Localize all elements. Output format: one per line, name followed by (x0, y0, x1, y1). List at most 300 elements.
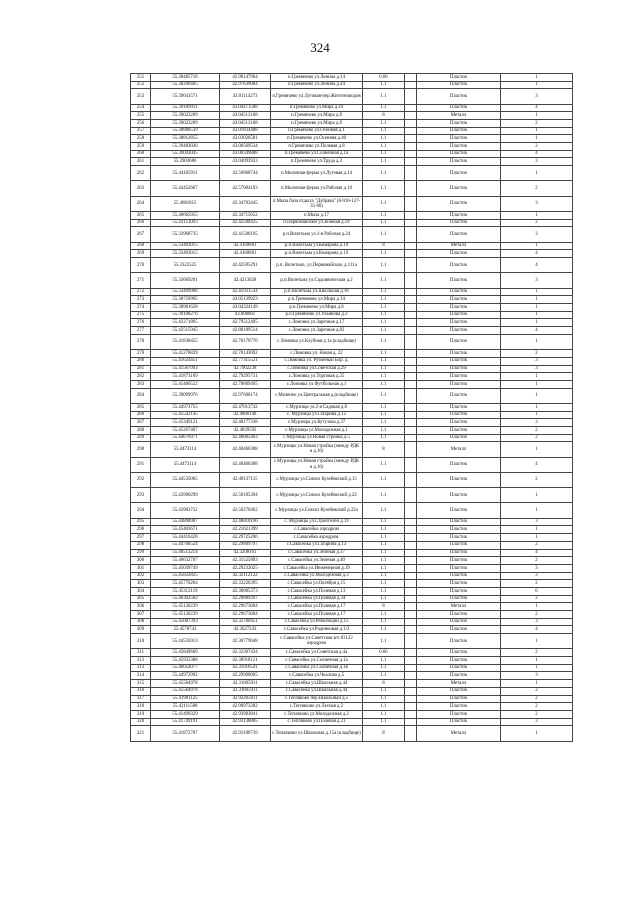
blank-cell (405, 580, 417, 588)
volume-cell: 1.1 (363, 357, 405, 365)
latitude-cell: 55.38759995 (151, 296, 220, 304)
latitude-cell: 55.46513214 (151, 549, 220, 557)
address-cell: р.п.Гремячево ул.Мира д.8 (271, 304, 363, 312)
blank-cell (405, 327, 417, 335)
volume-cell: 1.1 (363, 212, 405, 220)
bin-count-cell: 1 (501, 288, 573, 296)
address-cell: с. Мурзицы ул.Строителей д.19 (271, 518, 363, 526)
blank-cell (405, 81, 417, 89)
latitude-cell: 55.39023209 (151, 112, 220, 120)
material-cell: Пластик (417, 350, 501, 358)
bin-count-cell: 1 (501, 442, 573, 457)
row-number-cell: 274 (131, 304, 151, 312)
volume-cell: 1.1 (363, 296, 405, 304)
address-cell: с.Ломовка ул.Клубная д.1а (кладбище) (271, 334, 363, 349)
page-number: 324 (310, 40, 330, 55)
bin-count-cell: 1 (501, 388, 573, 403)
address-cell: с.Савасейка ул.Советская д.4а (271, 649, 363, 657)
blank-cell (405, 212, 417, 220)
row-number-cell: 258 (131, 135, 151, 143)
row-number-cell: 291 (131, 457, 151, 472)
blank-cell (405, 365, 417, 373)
latitude-cell: 55.45542145 (151, 411, 220, 419)
material-cell: Пластик (417, 365, 501, 373)
row-number-cell: 261 (131, 158, 151, 166)
blank-cell (405, 572, 417, 580)
bin-count-cell: 2 (501, 181, 573, 196)
longitude-cell: 43.01834488 (220, 127, 271, 135)
row-number-cell: 290 (131, 442, 151, 457)
volume-cell: 1.1 (363, 89, 405, 104)
row-number-cell: 296 (131, 526, 151, 534)
volume-cell: 1.1 (363, 526, 405, 534)
table-row (131, 618, 573, 626)
longitude-cell: 42.47013742 (220, 403, 271, 411)
address-cell: с.Ломовка ул.Заречная д.17 (271, 319, 363, 327)
row-number-cell: 253 (131, 89, 151, 104)
material-cell: Пластик (417, 472, 501, 487)
volume-cell: 1.1 (363, 611, 405, 619)
bin-count-cell: 3 (501, 518, 573, 526)
table-row (131, 365, 573, 373)
table-row (131, 135, 573, 143)
material-cell: Металл (417, 726, 501, 741)
bin-count-cell: 3 (501, 564, 573, 572)
longitude-cell: 42.7902238 (220, 365, 271, 373)
table-row (131, 89, 573, 104)
longitude-cell: 42.92205811 (220, 695, 271, 703)
address-cell: с.Савасейка ул.Чкалова д.5 (271, 672, 363, 680)
blank-cell (405, 319, 417, 327)
volume-cell: 1.1 (363, 135, 405, 143)
material-cell: Пластик (417, 403, 501, 411)
table-row (131, 587, 573, 595)
address-cell: с.Ломовка ул. Рубленый Бор. д. (271, 357, 363, 365)
longitude-cell: 42.29673004 (220, 603, 271, 611)
longitude-cell: 42.78170776 (220, 334, 271, 349)
blank-cell (405, 710, 417, 718)
material-cell: Пластик (417, 373, 501, 381)
material-cell: Пластик (417, 181, 501, 196)
address-cell: с.Савасейка ул.Гагарина д.13 (271, 541, 363, 549)
address-cell: п.Гремячево ул.Ленина д.44 (271, 81, 363, 89)
address-cell: р.п.Вилетьма ул.Садовническая д.2 (271, 273, 363, 288)
row-number-cell: 319 (131, 710, 151, 718)
longitude-cell: 43.00349808 (220, 150, 271, 158)
longitude-cell: 42.30918121 (220, 657, 271, 665)
row-number-cell: 270 (131, 258, 151, 273)
volume-cell: 1.1 (363, 672, 405, 680)
blank-cell (405, 587, 417, 595)
row-number-cell: 285 (131, 403, 151, 411)
registry-table-wrap (130, 73, 572, 742)
blank-cell (405, 120, 417, 128)
volume-cell: 1.1 (363, 166, 405, 181)
address-cell: р.п.Вилетьма ул.Комарова д.19 (271, 250, 363, 258)
bin-count-cell: 3 (501, 718, 573, 726)
volume-cell: 1.1 (363, 710, 405, 718)
latitude-cell: 55.33669281 (151, 273, 220, 288)
bin-count-cell: 1 (501, 488, 573, 503)
row-number-cell: 284 (131, 388, 151, 403)
volume-cell: 1.1 (363, 334, 405, 349)
longitude-cell: 42.50270462 (220, 503, 271, 518)
longitude-cell: 42.4800148 (220, 411, 271, 419)
bin-count-cell: 4 (501, 327, 573, 335)
row-number-cell: 313 (131, 664, 151, 672)
longitude-cell: 42.98147964 (220, 74, 271, 82)
volume-cell: 1.1 (363, 304, 405, 312)
table-row (131, 626, 573, 634)
volume-cell: 1.1 (363, 457, 405, 472)
row-number-cell: 266 (131, 219, 151, 227)
row-number-cell: 271 (131, 273, 151, 288)
address-cell: с.Тепляково пер.Школьный д.5 (271, 695, 363, 703)
longitude-cell: 43.008661 (220, 311, 271, 319)
bin-count-cell: 2 (501, 580, 573, 588)
latitude-cell: 55.45267487 (151, 426, 220, 434)
latitude-cell: 55.4681015 (151, 196, 220, 211)
material-cell: Металл (417, 242, 501, 250)
volume-cell: 1.1 (363, 695, 405, 703)
latitude-cell: 55.39043045 (151, 150, 220, 158)
address-cell: с.Тепляково ул.Полевая д.31 (271, 718, 363, 726)
latitude-cell: 55.38485718 (151, 74, 220, 82)
address-cell: с.Савасейка ул.Советская в/ч 83122 аэродром (271, 634, 363, 649)
row-number-cell: 301 (131, 564, 151, 572)
volume-cell: 1.1 (363, 373, 405, 381)
material-cell: Пластик (417, 703, 501, 711)
table-row (131, 564, 573, 572)
row-number-cell: 316 (131, 687, 151, 695)
table-row (131, 703, 573, 711)
latitude-cell: 55.44676971 (151, 434, 220, 442)
material-cell: Пластик (417, 258, 501, 273)
address-cell: п.Мыза д.17 (271, 212, 363, 220)
longitude-cell: 43.04324149 (220, 304, 271, 312)
bin-count-cell: 1 (501, 166, 573, 181)
blank-cell (405, 657, 417, 665)
address-cell: с.Меленео ул.Центральная д.(кладбище) (271, 388, 363, 403)
longitude-cell: 42.90973282 (220, 703, 271, 711)
latitude-cell: 55.39483036 (151, 143, 220, 151)
latitude-cell: 55.41872787 (151, 726, 220, 741)
row-number-cell: 265 (131, 212, 151, 220)
latitude-cell: 55.45403671 (151, 526, 220, 534)
address-cell: р.п. Вилетьма, ул.Первомайская, д.111а (271, 258, 363, 273)
latitude-cell: 55.45120239 (151, 611, 220, 619)
table-row (131, 380, 573, 388)
longitude-cell: 42.48085403 (220, 434, 271, 442)
material-cell: Пластик (417, 457, 501, 472)
bin-count-cell: 4 (501, 457, 573, 472)
row-number-cell: 277 (131, 327, 151, 335)
blank-cell (405, 626, 417, 634)
latitude-cell: 55.33403015 (151, 250, 220, 258)
address-cell: п.Первомайский ул.Зеленая д.19 (271, 219, 363, 227)
bin-count-cell: 1 (501, 135, 573, 143)
table-row (131, 242, 573, 250)
table-row (131, 687, 573, 695)
longitude-cell: 42.50185394 (220, 488, 271, 503)
longitude-cell: 42.93100739 (220, 726, 271, 741)
longitude-cell: 42.4160881 (220, 242, 271, 250)
latitude-cell: 55.45564978 (151, 687, 220, 695)
latitude-cell: 55.38981628 (151, 304, 220, 312)
latitude-cell: 55.41838455 (151, 334, 220, 349)
material-cell: Пластик (417, 311, 501, 319)
latitude-cell: 55.43903732 (151, 503, 220, 518)
longitude-cell: 42.80189514 (220, 327, 271, 335)
row-number-cell: 275 (131, 311, 151, 319)
address-cell: п.Гремячево ул.Солнечная д.1а (271, 150, 363, 158)
longitude-cell: 42.78889465 (220, 380, 271, 388)
address-cell: с.Савасейка ул.Революции д.15 (271, 618, 363, 626)
address-cell: с.Мурзицы ул.Совхоз Кузебевский д.22 (271, 488, 363, 503)
blank-cell (405, 380, 417, 388)
bin-count-cell: 1 (501, 74, 573, 82)
latitude-cell: 55.45564978 (151, 680, 220, 688)
volume-cell: 1.1 (363, 403, 405, 411)
latitude-cell: 55.45007393 (151, 618, 220, 626)
bin-count-cell: 1 (501, 296, 573, 304)
material-cell: Пластик (417, 411, 501, 419)
volume-cell: 1.1 (363, 534, 405, 542)
material-cell: Пластик (417, 618, 501, 626)
blank-cell (405, 557, 417, 565)
bin-count-cell: 3 (501, 357, 573, 365)
latitude-cell: 55.46632767 (151, 557, 220, 565)
address-cell: с.Ломовка ул.Заречная д.82 (271, 327, 363, 335)
bin-count-cell: 4 (501, 104, 573, 112)
table-row (131, 518, 573, 526)
latitude-cell: 55.41278839 (151, 350, 220, 358)
address-cell: с.Ломовка ул.Советская д.29 (271, 365, 363, 373)
volume-cell: 1.1 (363, 564, 405, 572)
row-number-cell: 260 (131, 150, 151, 158)
address-cell: с.Савасейка ул.Полевая д.17 (271, 603, 363, 611)
volume-cell: 1.1 (363, 227, 405, 242)
address-cell: п.Гремячево ул.Полевая д.8 (271, 143, 363, 151)
volume-cell: 1.1 (363, 327, 405, 335)
longitude-cell: 42.49137115 (220, 472, 271, 487)
longitude-cell: 42.31605911 (220, 680, 271, 688)
address-cell: с.Савасейка ул.Зеленая д.40 (271, 557, 363, 565)
volume-cell: 8 (363, 603, 405, 611)
table-row (131, 526, 573, 534)
material-cell: Пластик (417, 557, 501, 565)
row-number-cell: 317 (131, 695, 151, 703)
blank-cell (405, 703, 417, 711)
blank-cell (405, 603, 417, 611)
material-cell: Пластик (417, 580, 501, 588)
longitude-cell: 42.31525803 (220, 557, 271, 565)
row-number-cell: 310 (131, 634, 151, 649)
row-number-cell: 293 (131, 488, 151, 503)
longitude-cell: 42.93983841 (220, 710, 271, 718)
material-cell: Пластик (417, 296, 501, 304)
longitude-cell: 42.29809797 (220, 541, 271, 549)
material-cell: Пластик (417, 649, 501, 657)
bin-count-cell: 2 (501, 703, 573, 711)
address-cell: п.Гремячево ул.Осенняя д.1 (271, 127, 363, 135)
row-number-cell: 281 (131, 365, 151, 373)
material-cell: Пластик (417, 74, 501, 82)
material-cell: Пластик (417, 572, 501, 580)
longitude-cell: 43.04093933 (220, 158, 271, 166)
volume-cell: 8 (363, 680, 405, 688)
row-number-cell: 251 (131, 74, 151, 82)
latitude-cell: 55.44532013 (151, 634, 220, 649)
longitude-cell: 42.33226395 (220, 580, 271, 588)
latitude-cell: 55.39108276 (151, 311, 220, 319)
row-number-cell: 295 (131, 518, 151, 526)
longitude-cell: 42.41506195 (220, 227, 271, 242)
row-number-cell: 300 (131, 557, 151, 565)
longitude-cell: 42.34715652 (220, 212, 271, 220)
latitude-cell: 55.46665955 (151, 212, 220, 220)
bin-count-cell: 1 (501, 242, 573, 250)
table-row (131, 373, 573, 381)
row-number-cell: 255 (131, 112, 151, 120)
address-cell: р.п.Вилетьма ул.1-я Рабочая д.24 (271, 227, 363, 242)
blank-cell (405, 726, 417, 741)
bin-count-cell: 3 (501, 158, 573, 166)
row-number-cell: 279 (131, 350, 151, 358)
row-number-cell: 259 (131, 143, 151, 151)
volume-cell: 1.1 (363, 472, 405, 487)
table-row (131, 334, 573, 349)
latitude-cell: 55.41567993 (151, 365, 220, 373)
longitude-cell: 42.42588425 (220, 219, 271, 227)
latitude-cell: 55.45039749 (151, 564, 220, 572)
latitude-cell: 55.3903686 (151, 158, 220, 166)
blank-cell (405, 664, 417, 672)
longitude-cell: 42.3627243 (220, 626, 271, 634)
address-cell: с.Савасейка ул.Полевая д.13 (271, 587, 363, 595)
longitude-cell: 42.29889297 (220, 595, 271, 603)
longitude-cell: 43.04513168 (220, 120, 271, 128)
address-cell: п.Гремячево ул.Ленина д.14 (271, 74, 363, 82)
volume-cell: 8 (363, 726, 405, 741)
material-cell: Пластик (417, 587, 501, 595)
volume-cell: 1.1 (363, 618, 405, 626)
bin-count-cell: 2 (501, 426, 573, 434)
row-number-cell: 287 (131, 419, 151, 427)
latitude-cell: 55.44898987 (151, 518, 220, 526)
volume-cell: 1.1 (363, 587, 405, 595)
latitude-cell: 55.44452667 (151, 181, 220, 196)
bin-count-cell: 1 (501, 81, 573, 89)
bin-count-cell: 2 (501, 695, 573, 703)
bin-count-cell: 2 (501, 219, 573, 227)
material-cell: Пластик (417, 526, 501, 534)
material-cell: Пластик (417, 664, 501, 672)
material-cell: Пластик (417, 334, 501, 349)
longitude-cell: 42.48177338 (220, 419, 271, 427)
bin-count-cell: 4 (501, 258, 573, 273)
material-cell: Пластик (417, 150, 501, 158)
volume-cell: 1.1 (363, 541, 405, 549)
longitude-cell: 43.04471588 (220, 104, 271, 112)
material-cell: Пластик (417, 212, 501, 220)
row-number-cell: 311 (131, 649, 151, 657)
row-number-cell: 314 (131, 672, 151, 680)
latitude-cell: 55.42111588 (151, 703, 220, 711)
bin-count-cell: 1 (501, 311, 573, 319)
bin-count-cell: 1 (501, 304, 573, 312)
address-cell: п.Гремячево ул.Мира д.8 (271, 112, 363, 120)
latitude-cell: 55.46302582 (151, 595, 220, 603)
row-number-cell: 294 (131, 503, 151, 518)
material-cell: Пластик (417, 227, 501, 242)
material-cell: Пластик (417, 611, 501, 619)
bin-count-cell: 1 (501, 634, 573, 649)
material-cell: Пластик (417, 380, 501, 388)
latitude-cell: 55.33403015 (151, 242, 220, 250)
bin-count-cell: 6 (501, 587, 573, 595)
bin-count-cell: 2 (501, 120, 573, 128)
material-cell: Пластик (417, 327, 501, 335)
latitude-cell: 55.44416428 (151, 534, 220, 542)
table-row (131, 457, 573, 472)
table-row (131, 672, 573, 680)
address-cell: п.Гремячево ул.Осенняя д.40 (271, 135, 363, 143)
address-cell: с.Савасейка ул.Инженерная д.19 (271, 564, 363, 572)
row-number-cell: 278 (131, 334, 151, 349)
row-number-cell: 307 (131, 611, 151, 619)
address-cell: с.Савасейка ул.Зеленая д.37 (271, 549, 363, 557)
latitude-cell: 55.42515945 (151, 327, 220, 335)
material-cell: Пластик (417, 419, 501, 427)
bin-count-cell: 3 (501, 572, 573, 580)
row-number-cell: 308 (131, 618, 151, 626)
blank-cell (405, 618, 417, 626)
latitude-cell: 55.44972992 (151, 672, 220, 680)
row-number-cell: 299 (131, 549, 151, 557)
table-row (131, 304, 573, 312)
volume-cell: 1.1 (363, 664, 405, 672)
address-cell: п.Гремячево ул.Луговая-пер.Житотноводов (271, 89, 363, 104)
row-number-cell: 297 (131, 534, 151, 542)
material-cell: Металл (417, 112, 501, 120)
latitude-cell: 55.45932388 (151, 657, 220, 665)
row-number-cell: 320 (131, 718, 151, 726)
table-row (131, 258, 573, 273)
bin-count-cell: 1 (501, 212, 573, 220)
volume-cell: 1.1 (363, 181, 405, 196)
table-row (131, 219, 573, 227)
table-row (131, 419, 573, 427)
address-cell: п.Мыза база отдыха "Дубрава" (8-910-137-35-90) (271, 196, 363, 211)
material-cell: Пластик (417, 143, 501, 151)
address-cell: с.Мурзицы ул.Молодежная д.1 (271, 426, 363, 434)
row-number-cell: 264 (131, 196, 151, 211)
bin-count-cell: 1 (501, 680, 573, 688)
bin-count-cell: 1 (501, 657, 573, 665)
latitude-cell: 55.39023209 (151, 120, 220, 128)
bin-count-cell: 1 (501, 334, 573, 349)
table-row (131, 181, 573, 196)
blank-cell (405, 357, 417, 365)
blank-cell (405, 227, 417, 242)
blank-cell (405, 488, 417, 503)
address-cell: с.Савасейка ул.Солнечная д.1в (271, 664, 363, 672)
blank-cell (405, 687, 417, 695)
longitude-cell: 42.79295731 (220, 373, 271, 381)
blank-cell (405, 680, 417, 688)
address-cell: с.Савасейка ул.Полевая д.34 (271, 595, 363, 603)
